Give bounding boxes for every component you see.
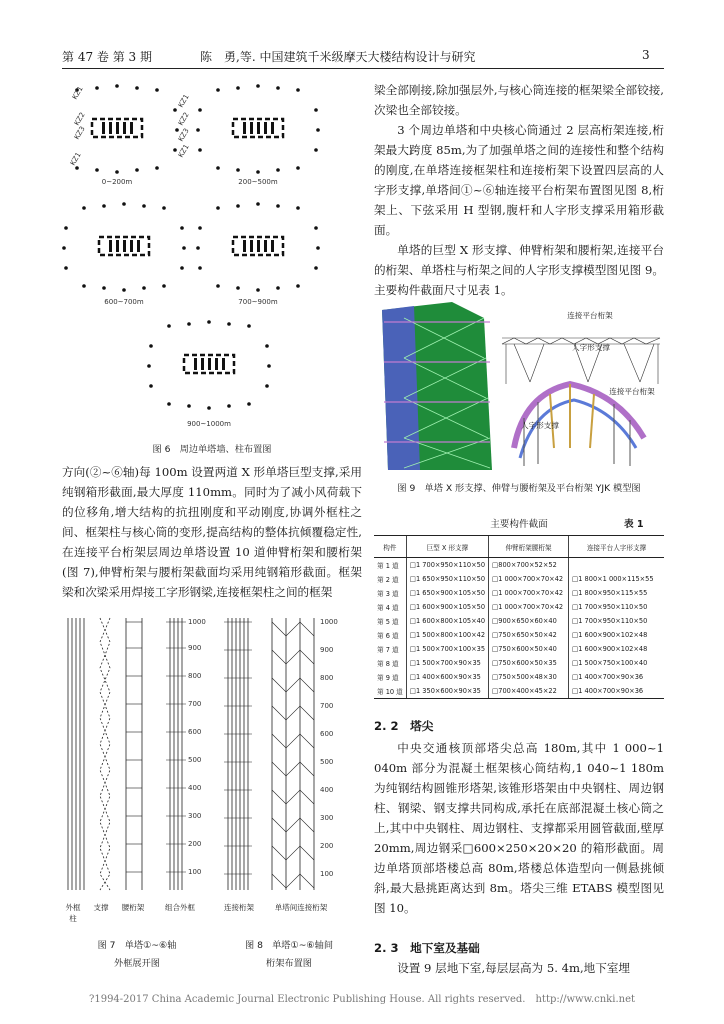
level-label: 400 xyxy=(320,786,334,794)
height-label: 200~500m xyxy=(238,178,278,186)
level-label: 700 xyxy=(320,702,334,710)
table1-number: 表 1 xyxy=(624,519,644,530)
table-cell: 第 6 道 xyxy=(377,632,399,641)
fig8-label-intertower-truss: 单塔间连接桁架 xyxy=(274,903,328,912)
plan-600-700 xyxy=(62,202,186,292)
table-row xyxy=(374,684,664,698)
column-label-kz1b: KZ1 xyxy=(68,151,83,167)
table-row xyxy=(374,572,664,586)
table-cell: □1 400×700×90×36 xyxy=(569,670,664,684)
fig7-label-combined-frame: 组合外框 xyxy=(165,903,195,912)
table-cell xyxy=(569,558,664,572)
table-cell: □1 400×600×90×35 xyxy=(406,670,488,684)
table-cell: □750×650×50×42 xyxy=(489,628,569,642)
section-2-2-body xyxy=(374,738,664,918)
column-label-kz1: KZ1 xyxy=(70,85,85,101)
table-cell: □1 500×750×100×40 xyxy=(569,656,664,670)
table-header-cell: 伸臂桁架腰桁架 xyxy=(489,536,569,558)
section-2-3-heading: 2. 3 地下室及基础 xyxy=(374,941,480,955)
height-label: 0~200m xyxy=(101,178,133,186)
figure7-caption-line1: 图 7 单塔①~⑥轴 xyxy=(97,940,177,951)
plan-700-900 xyxy=(196,202,320,292)
right-paragraph-2: 3 个周边单塔和中央核心筒通过 2 层高桁架连接,桁架最大跨度 85m,为了加强单塔之间的连接性和整个结构的刚度,在单塔连接框架柱和连接桁架下设置四层高的人字形支撑,单塔间①~⑥轴连接平台桁架布置图见图 8,桁架上、下弦采用 H 型钢,腹杆和人字形支撑采用箱形截面。 xyxy=(374,123,664,237)
table-cell: 第 3 道 xyxy=(377,589,399,598)
level-label: 300 xyxy=(320,814,334,822)
fig9-label-platform-truss-top: 连接平台桁架 xyxy=(567,311,613,320)
level-label: 100 xyxy=(320,870,334,878)
level-label: 900 xyxy=(188,644,202,652)
figure6-diagram xyxy=(62,80,362,428)
table-cell: □1 800×950×115×55 xyxy=(569,586,664,600)
level-label: 400 xyxy=(188,784,202,792)
figure7-diagram xyxy=(62,610,214,900)
table-row xyxy=(374,656,664,670)
figure8-caption-line1: 图 8 单塔①~⑥轴间 xyxy=(244,940,334,951)
table-header-cell: 连接平台人字形支撑 xyxy=(569,536,664,558)
table-cell: □700×400×45×22 xyxy=(489,684,569,698)
right-paragraph-3: 单塔的巨型 X 形支撑、伸臂桁架和腰桁架,连接平台的桁架、单塔柱与桁架之间的人字形支撑模型图见图 9。主要构件截面尺寸见表 1。 xyxy=(374,243,664,297)
table-header-cell: 构件 xyxy=(374,536,406,558)
plan-900-1000 xyxy=(147,320,271,410)
left-body-text xyxy=(62,462,362,602)
table-cell: □1 650×950×110×50 xyxy=(406,572,488,586)
level-label: 500 xyxy=(188,756,202,764)
table-cell: □1 800×1 000×115×55 xyxy=(569,572,664,586)
running-title: 陈 勇,等. 中国建筑千米级摩天大楼结构设计与研究 xyxy=(200,50,476,64)
height-label: 900~1000m xyxy=(187,420,231,428)
fig9-label-platform-truss-bottom: 连接平台桁架 xyxy=(609,387,655,396)
table-cell: □750×500×48×30 xyxy=(489,670,569,684)
table-cell: 第 9 道 xyxy=(377,674,399,683)
level-label: 600 xyxy=(320,730,334,738)
table-cell: □1 400×700×90×36 xyxy=(569,684,664,698)
table-row xyxy=(374,670,664,684)
level-label: 200 xyxy=(188,840,202,848)
table-cell: 第 4 道 xyxy=(377,603,399,612)
right-body-text xyxy=(374,80,664,300)
table-row xyxy=(374,558,664,572)
level-label: 100 xyxy=(188,868,202,876)
column-label-kz3: KZ3 xyxy=(72,125,87,141)
table-cell: □800×700×52×52 xyxy=(489,558,569,572)
table-row xyxy=(374,628,664,642)
section-2-2-heading: 2. 2 塔尖 xyxy=(374,719,434,733)
table-cell: □900×650×60×40 xyxy=(489,614,569,628)
column-label-kz1c: KZ1 xyxy=(176,93,191,109)
table-cell: 第 7 道 xyxy=(377,646,399,655)
table-cell: 第 5 道 xyxy=(377,617,399,626)
fig7-label-brace: 支撑 xyxy=(93,903,109,912)
table-cell: □1 500×800×100×42 xyxy=(406,628,488,642)
table-cell: □1 500×700×100×35 xyxy=(406,642,488,656)
table-cell: □1 700×950×110×50 xyxy=(569,600,664,614)
plan-200-500 xyxy=(196,84,320,174)
figure7-caption-line2: 外框展开图 xyxy=(114,958,160,969)
level-label: 600 xyxy=(188,728,202,736)
fig7-label-belt-truss: 腰桁架 xyxy=(121,903,145,912)
level-label: 200 xyxy=(320,842,334,850)
table-cell: 第 1 道 xyxy=(377,561,399,570)
copyright-footer: ?1994-2017 China Academic Journal Electronic Publishing House. All rights reserved. http://www.cnki.net xyxy=(88,994,635,1005)
table-cell: □750×600×50×40 xyxy=(489,642,569,656)
page-number: 3 xyxy=(642,48,650,62)
level-label: 1000 xyxy=(188,618,206,626)
table-row xyxy=(374,642,664,656)
figure6-caption: 图 6 周边单塔墙、柱布置图 xyxy=(152,444,272,455)
fig9-label-chevron-brace-bottom: 人字形支撑 xyxy=(521,421,559,430)
table-cell: □1 700×950×110×50 xyxy=(406,558,488,572)
level-label: 500 xyxy=(320,758,334,766)
table-cell: □1 000×700×70×42 xyxy=(489,600,569,614)
table-cell: □1 650×900×105×50 xyxy=(406,586,488,600)
right-paragraph-1: 梁全部刚接,除加强层外,与核心筒连接的框架梁全部铰接,次梁也全部铰接。 xyxy=(374,83,664,117)
tower-model xyxy=(382,302,492,470)
table-cell: 第 8 道 xyxy=(377,660,399,669)
fig7-label-frame-column: 外框柱 xyxy=(65,903,81,923)
level-label: 700 xyxy=(188,700,202,708)
height-label: 600~700m xyxy=(104,298,144,306)
column-label-kz2b: KZ2 xyxy=(176,111,191,127)
table-cell: □1 700×950×110×50 xyxy=(569,614,664,628)
table-row xyxy=(374,586,664,600)
fig8-label-connect-truss: 连接桁架 xyxy=(224,903,254,912)
table-cell: □750×600×50×35 xyxy=(489,656,569,670)
level-label: 900 xyxy=(320,646,334,654)
column-label-kz2: KZ2 xyxy=(72,111,87,127)
table1-title: 主要构件截面 xyxy=(490,519,548,530)
left-paragraph: 方向(②~⑥轴)每 100m 设置两道 X 形单塔巨型支撑,采用纯钢箱形截面,最大厚度 110mm。同时为了减小风荷载下的位移角,增大结构的抗扭刚度和平动刚度,协调外框柱之间、框架柱与核心筒的变形,提高结构的整体抗倾覆稳定性,在连接平台桁架层周边单塔设置 10 道伸臂桁架和腰桁架(图 7),伸臂桁架与腰桁架截面均采用纯钢箱形截面。框架梁和次梁采用焊接工字形钢梁,连接框架柱之间的框架 xyxy=(62,465,362,599)
section-2-3-body xyxy=(374,958,664,978)
table-cell: □1 600×900×105×50 xyxy=(406,600,488,614)
height-label: 700~900m xyxy=(238,298,278,306)
column-label-kz3b: KZ3 xyxy=(176,127,191,143)
level-label: 800 xyxy=(320,674,334,682)
level-label: 300 xyxy=(188,812,202,820)
fig9-label-chevron-brace-top: 人字形支撑 xyxy=(572,343,610,352)
section-2-2-paragraph: 中央交通核顶部塔尖总高 180m,其中 1 000~1 040m 部分为混凝土框架核心筒结构,1 040~1 180m 为纯钢结构圆锥形塔架,该锥形塔架由中央钢柱、周边钢柱、钢梁、钢支撑共同构成,承托在底部混凝土核心筒之上,其中中央钢柱、周边钢柱、支撑都采用圆管截面,壁厚 20mm,周边钢采□600×250×20×20 的箱形截面。周边单塔顶部塔楼总高 80m,塔楼总体造型向一侧悬挑倾斜,最大悬挑距离达到 8m。塔尖三维 ETABS 模型图见图 10。 xyxy=(374,741,664,915)
table-cell: □1 350×600×90×35 xyxy=(406,684,488,698)
table-row xyxy=(374,614,664,628)
table1 xyxy=(374,535,664,699)
table-header-row xyxy=(374,536,664,558)
table-cell: □1 600×900×102×48 xyxy=(569,642,664,656)
header-rule xyxy=(62,68,664,69)
section-2-3-paragraph: 设置 9 层地下室,每层层高为 5. 4m,地下室埋 xyxy=(397,961,631,975)
level-label: 1000 xyxy=(320,618,338,626)
table-cell: □1 600×900×102×48 xyxy=(569,628,664,642)
table-cell: □1 600×800×105×40 xyxy=(406,614,488,628)
table-cell: 第 2 道 xyxy=(377,575,399,584)
table-cell: 第 10 道 xyxy=(374,684,406,698)
figure9-diagram xyxy=(374,298,664,472)
table-cell: □1 000×700×70×42 xyxy=(489,572,569,586)
figure8-diagram xyxy=(216,610,362,900)
table-cell: □1 000×700×70×42 xyxy=(489,586,569,600)
journal-volume: 第 47 卷 第 3 期 xyxy=(62,50,152,64)
column-label-kz1d: KZ1 xyxy=(176,143,191,159)
table-row xyxy=(374,600,664,614)
level-label: 800 xyxy=(188,672,202,680)
table-header-cell: 巨型 X 形支撑 xyxy=(406,536,488,558)
table-cell: □1 500×700×90×35 xyxy=(406,656,488,670)
figure8-caption-line2: 桁架布置图 xyxy=(266,958,312,969)
figure9-caption: 图 9 单塔 X 形支撑、伸臂与腰桁架及平台桁架 YJK 模型图 xyxy=(397,483,641,494)
